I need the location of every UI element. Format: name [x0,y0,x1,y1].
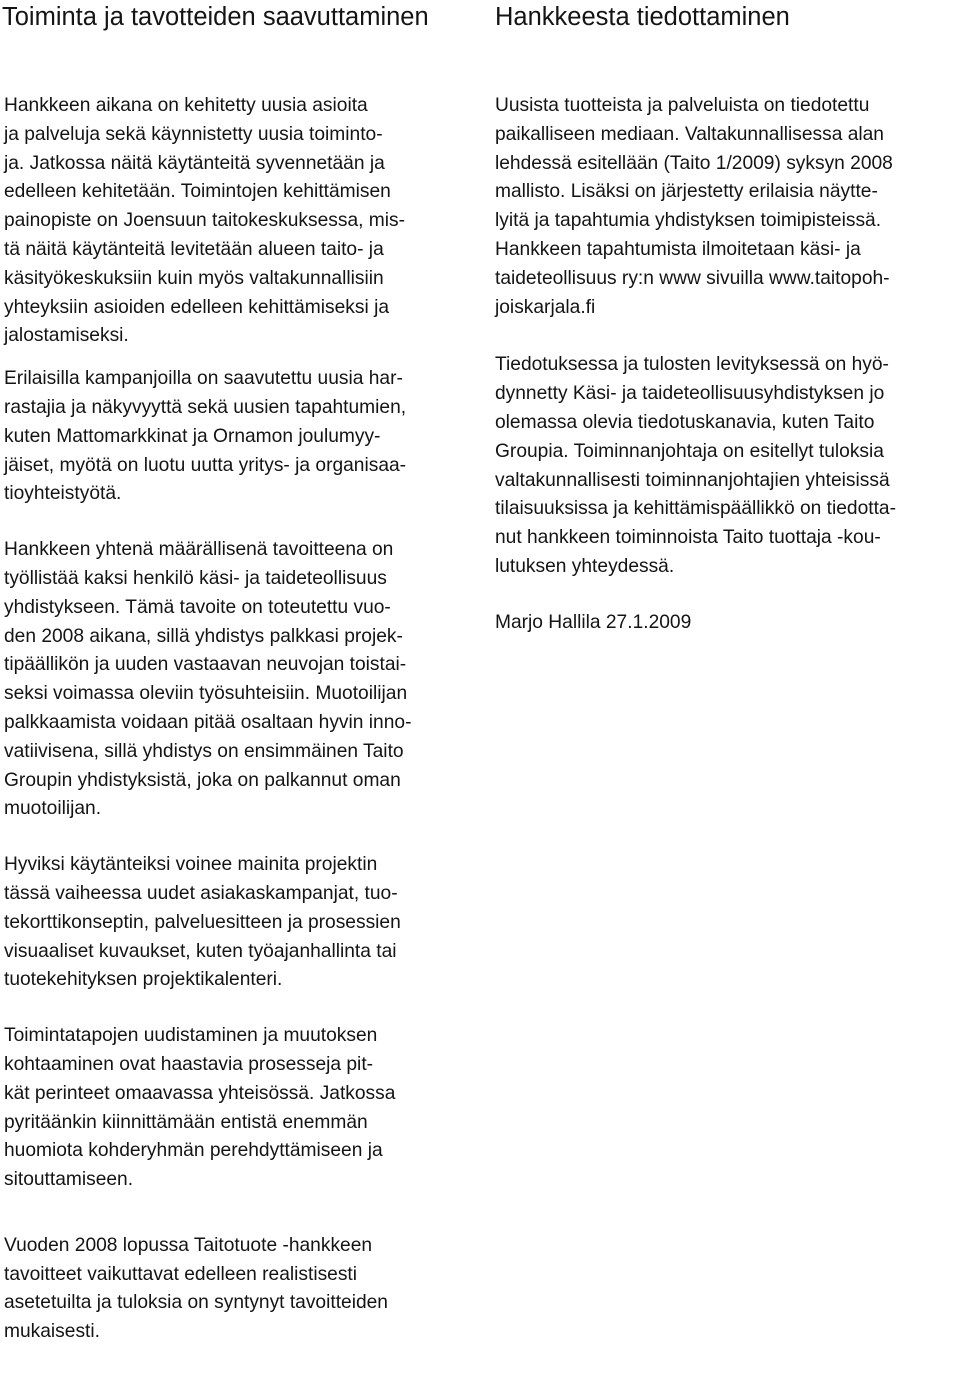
text-line: jalostamiseksi. [4,325,129,347]
text-line: palkkaamista voidaan pitää osaltaan hyvin inno- [4,711,412,733]
text-line: tekorttikonseptin, palveluesitteen ja prosessien [4,911,401,933]
text-line: tilaisuuksissa ja kehittämispäällikkö on tiedotta- [495,498,896,520]
text-line: Hyviksi käytänteiksi voinee mainita projektin [4,854,378,876]
paragraph-tiedottaminen-mediaan [495,92,955,322]
text-line: taideteollisuus ry:n www sivuilla www.taitopoh- [495,267,890,289]
paragraph-vuoden-2008-lopussa [4,1232,474,1347]
author-signature-line [495,609,955,638]
text-line: Groupin yhdistyksistä, joka on palkannut oman [4,769,401,791]
text-line: yhdistykseen. Tämä tavoite on toteutettu vuo- [4,596,391,618]
text-line: painopiste on Joensuun taitokeskuksessa, mis- [4,210,406,232]
section-heading-tiedottaminen: Hankkeesta tiedottaminen [495,3,790,31]
text-line: Vuoden 2008 lopussa Taitotuote -hankkeen [4,1234,373,1256]
text-line: Erilaisilla kampanjoilla on saavutettu uusia har- [4,368,403,390]
text-line: paikalliseen mediaan. Valtakunnallisessa alan [495,123,884,145]
text-line: ja palveluja sekä käynnistetty uusia toiminto- [4,123,383,145]
text-line: tässä vaiheessa uudet asiakaskampanjat, tuo- [4,882,398,904]
text-line: lutuksen yhteydessä. [495,555,675,577]
text-line: kät perinteet omaavassa yhteisössä. Jatkossa [4,1082,396,1104]
text-line: olemassa olevia tiedotuskanavia, kuten Taito [495,411,875,433]
text-line: jäiset, myötä on luotu uutta yritys- ja organisaa- [4,454,407,476]
text-line: seksi voimassa oleviin työsuhteisiin. Muotoilijan [4,683,408,705]
text-line: yhteyksiin asioiden edelleen kehittämiseksi ja [4,296,390,318]
right-column [495,92,955,638]
text-line: muotoilijan. [4,798,102,820]
text-line: tipäällikön ja uuden vastaavan neuvojan toistai- [4,654,407,676]
left-column [4,92,474,1347]
text-line: työllistää kaksi henkilö käsi- ja taideteollisuus [4,567,387,589]
text-line: Hankkeen yhtenä määrällisenä tavoitteena on [4,539,394,561]
text-line: edelleen kehitetään. Toimintojen kehittämisen [4,181,391,203]
text-line: Groupia. Toiminnanjohtaja on esitellyt tuloksia [495,440,884,462]
text-line: mallisto. Lisäksi on järjestetty erilaisia näytte- [495,181,878,203]
text-line: lyitä ja tapahtumia yhdistyksen toimipisteissä. [495,210,882,232]
text-line: nut hankkeen toiminnoista Taito tuottaja -kou- [495,527,881,549]
section-heading-toiminta: Toiminta ja tavotteiden saavuttaminen [2,3,429,31]
text-line: asetetuilta ja tuloksia on syntynyt tavoitteiden [4,1292,388,1314]
text-line: Toimintatapojen uudistaminen ja muutoksen [4,1025,378,1047]
text-line: joiskarjala.fi [495,296,596,318]
text-line: Tiedotuksessa ja tulosten levityksessä on hyö- [495,354,889,376]
text-line: valtakunnallisesti toiminnanjohtajien yhteisissä [495,469,890,491]
paragraph-uudistaminen [4,1022,474,1195]
paragraph-tyollistaminen [4,536,474,824]
text-line: vatiivisena, sillä yhdistys on ensimmäinen Taito [4,740,404,762]
text-line: pyritäänkin kiinnittämään entistä enemmän [4,1111,368,1133]
text-line: den 2008 aikana, sillä yhdistys palkkasi projek- [4,625,403,647]
text-line: tä näitä käytänteitä levitetään alueen taito- ja [4,238,384,260]
text-line: käsityökeskuksiin kuin myös valtakunnallisiin [4,267,384,289]
text-line: huomiota kohderyhmän perehdyttämiseen ja [4,1140,383,1162]
paragraph-tulosten-levitys [495,351,955,581]
text-line: mukaisesti. [4,1321,100,1343]
text-line: dynnetty Käsi- ja taideteollisuusyhdistyksen jo [495,383,885,405]
paragraph-hyvat-kaytanteet [4,851,474,995]
text-line: sitouttamiseen. [4,1169,134,1191]
text-line: Uusista tuotteista ja palveluista on tiedotettu [495,95,870,116]
text-line: tioyhteistyötä. [4,483,122,505]
paragraph-kehitetty [4,92,474,351]
text-line: Hankkeen aikana on kehitetty uusia asioita [4,95,368,116]
text-line: kohtaaminen ovat haastavia prosesseja pit- [4,1053,374,1075]
text-line: Hankkeen tapahtumista ilmoitetaan käsi- ja [495,238,861,260]
text-line: tavoitteet vaikuttavat edelleen realistisesti [4,1263,358,1285]
text-line: rastajia ja näkyvyyttä sekä uusien tapahtumien, [4,396,407,418]
text-line: lehdessä esitellään (Taito 1/2009) syksyn 2008 [495,152,893,174]
text-line: kuten Mattomarkkinat ja Ornamon joulumyy- [4,425,381,447]
text-line: visuaaliset kuvaukset, kuten työajanhallinta tai [4,940,397,962]
text-line: tuotekehityksen projektikalenteri. [4,969,283,991]
text-line: ja. Jatkossa näitä käytänteitä syvennetään ja [4,152,385,174]
text-line: Marjo Hallila 27.1.2009 [495,611,692,633]
paragraph-kampanjat [4,365,474,509]
